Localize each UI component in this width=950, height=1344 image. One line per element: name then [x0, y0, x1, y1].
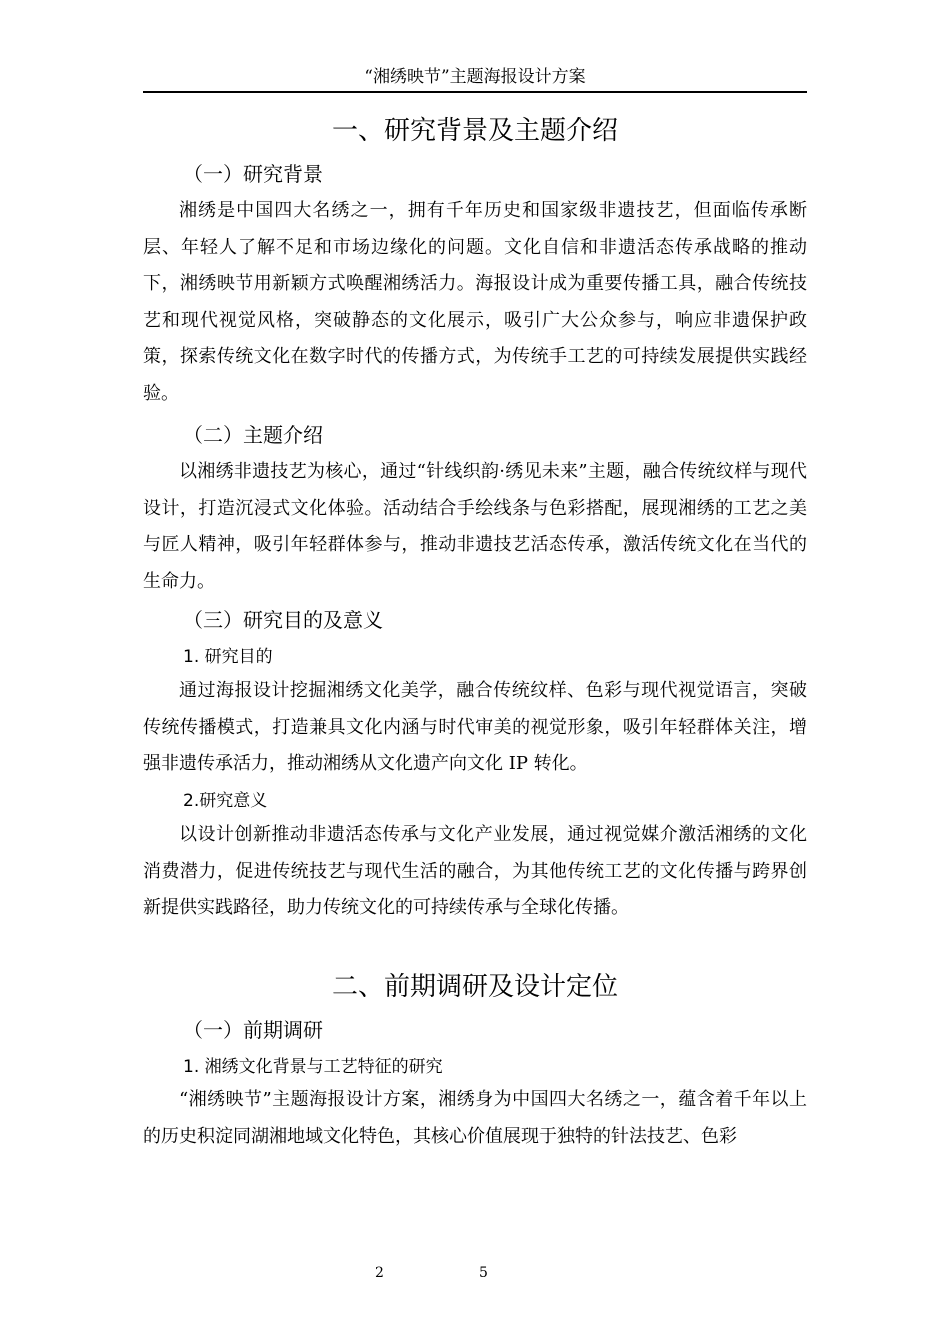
culture-background-paragraph: “湘绣映节”主题海报设计方案，湘绣身为中国四大名绣之一，蕴含着千年以上的历史积淀同湖湘地域文化特色，其核心价值展现于独特的针法技艺、色彩: [143, 1089, 807, 1147]
subsection-research-background-title: （一）研究背景: [183, 162, 323, 186]
culture-background-heading: 1. 湘绣文化背景与工艺特征的研究: [183, 1057, 443, 1077]
subsection-purpose-significance-title: （三）研究目的及意义: [183, 608, 383, 632]
running-header: “湘绣映节”主题海报设计方案: [143, 64, 807, 93]
theme-intro-paragraph: 以湘绣非遗技艺为核心，通过“针线织韵·绣见未来”主题，融合传统纹样与现代设计，打造沉浸式文化体验。活动结合手绘线条与色彩搭配，展现湘绣的工艺之美与匠人精神，吸引年轻群体参与，推动非遗技艺活态传承，激活传统文化在当代的生命力。: [143, 461, 807, 592]
research-purpose-heading: 1. 研究目的: [183, 647, 273, 667]
page-number-right: 5: [479, 1265, 488, 1281]
research-significance-paragraph: 以设计创新推动非遗活态传承与文化产业发展，通过视觉媒介激活湘绣的文化消费潜力，促进传统技艺与现代生活的融合，为其他传统工艺的文化传播与跨界创新提供实践路径，助力传统文化的可持续传承与全球化传播。: [143, 824, 807, 918]
research-purpose-paragraph: 通过海报设计挖掘湘绣文化美学，融合传统纹样、色彩与现代视觉语言，突破传统传播模式，打造兼具文化内涵与时代审美的视觉形象，吸引年轻群体关注，增强非遗传承活力，推动湘绣从文化遗产向文化 IP 转化。: [143, 680, 807, 774]
section-1-title: 一、研究背景及主题介绍: [331, 116, 618, 146]
research-background-paragraph: 湘绣是中国四大名绣之一，拥有千年历史和国家级非遗技艺，但面临传承断层、年轻人了解不足和市场边缘化的问题。文化自信和非遗活态传承战略的推动下，湘绣映节用新颖方式唤醒湘绣活力。海报设计成为重要传播工具，融合传统技艺和现代视觉风格，突破静态的文化展示，吸引广大公众参与，响应非遗保护政策，探索传统文化在数字时代的传播方式，为传统手工艺的可持续发展提供实践经验。: [143, 200, 807, 404]
subsection-preliminary-research-title: （一）前期调研: [183, 1018, 323, 1042]
subsection-theme-intro-title: （二）主题介绍: [183, 423, 323, 447]
page-number-left: 2: [375, 1265, 384, 1281]
research-significance-heading: 2.研究意义: [183, 791, 268, 811]
section-2-title: 二、前期调研及设计定位: [331, 972, 618, 1002]
